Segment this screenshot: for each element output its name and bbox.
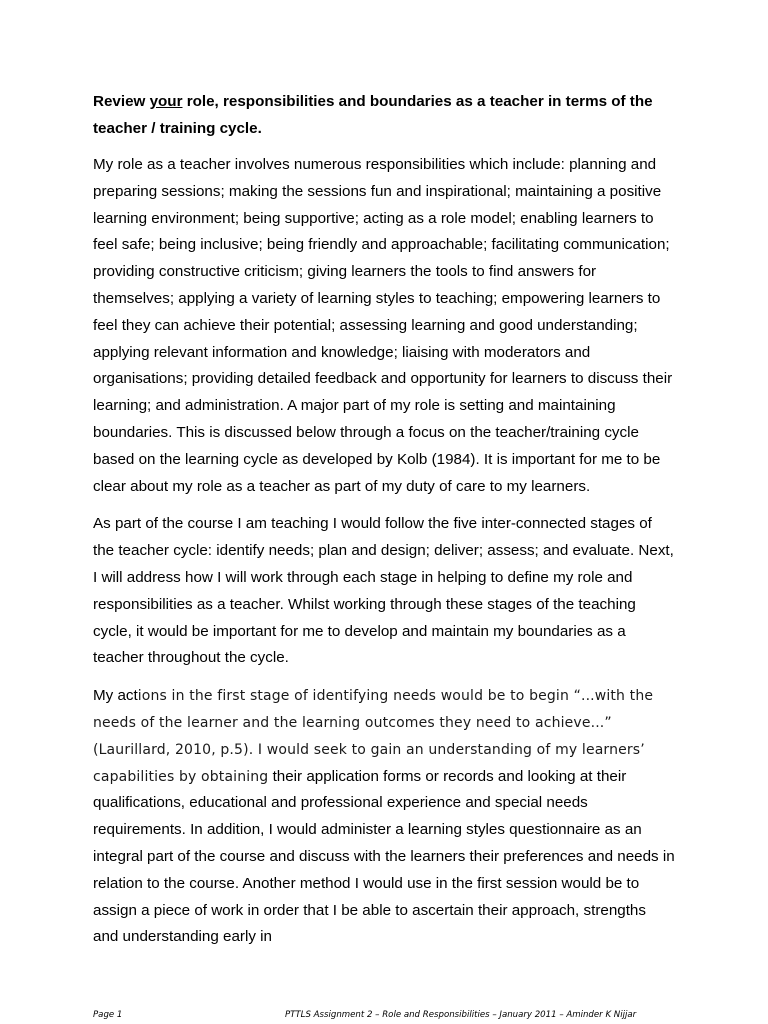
paragraph-identifying-needs — [93, 683, 675, 951]
paragraph-identifying-needs-quote: ions in the first stage of identifying needs would be to begin “...with the needs of the learner and the learning outcomes they need to achieve...” (Laurillard, 2010, p.5). I would seek to gain an understanding of my learners’ capabilities by obtaining — [93, 688, 654, 785]
paragraph-identifying-needs-rest: their application forms or records and looking at their qualifications, educational and professional experience and special needs requirements. In addition, I would administer a learning styles questionnaire as an integral part of the course and discuss with the learners their preferences and needs in relation to the course. Another method I would use in the first session would be to assign a piece of work in order that I be able to ascertain their approach, strengths and understanding early in — [93, 767, 675, 946]
footer-document-title: PTTLS Assignment 2 – Role and Responsibilities – January 2011 – Aminder K Nijjar — [285, 1010, 637, 1020]
document-body — [93, 89, 675, 962]
heading-part-1: Review — [93, 93, 150, 110]
paragraph-identifying-needs-start: My act — [93, 687, 138, 705]
heading-underlined-word: your — [149, 93, 183, 110]
page-number: Page 1 — [93, 1010, 123, 1020]
paragraph-role: My role as a teacher involves numerous responsibilities which include: planning and preparing sessions; making the sessions fun and inspirational; maintaining a positive learning environment; being supportive; acting as a role model; enabling learners to feel safe; being inclusive; being friendly and approachable; facilitating communication; providing constructive criticism; giving learners the tools to find answers for themselves; applying a variety of learning styles to teaching; empowering learners to feel they can achieve their potential; assessing learning and good understanding; applying relevant information and knowledge; liaising with moderators and organisations; providing detailed feedback and opportunity for learners to discuss their learning; and administration. A major part of my role is setting and maintaining boundaries. This is discussed below through a focus on the teacher/training cycle based on the learning cycle as developed by Kolb (1984). It is important for me to be clear about my role as a teacher as part of my duty of care to my learners. — [93, 156, 673, 495]
paragraph-teacher-cycle: As part of the course I am teaching I would follow the five inter-connected stages of the teacher cycle: identify needs; plan and design; deliver; assess; and evaluate. Next, I will address how I will work through each stage in helping to define my role and responsibilities as a teacher. Whilst working through these stages of the teaching cycle, it would be important for me to develop and maintain my boundaries as a teacher throughout the cycle. — [93, 515, 674, 667]
assignment-question-heading — [93, 89, 675, 142]
heading-part-2: role, responsibilities and boundaries as a teacher in terms of the teacher / training cycle. — [93, 93, 653, 137]
